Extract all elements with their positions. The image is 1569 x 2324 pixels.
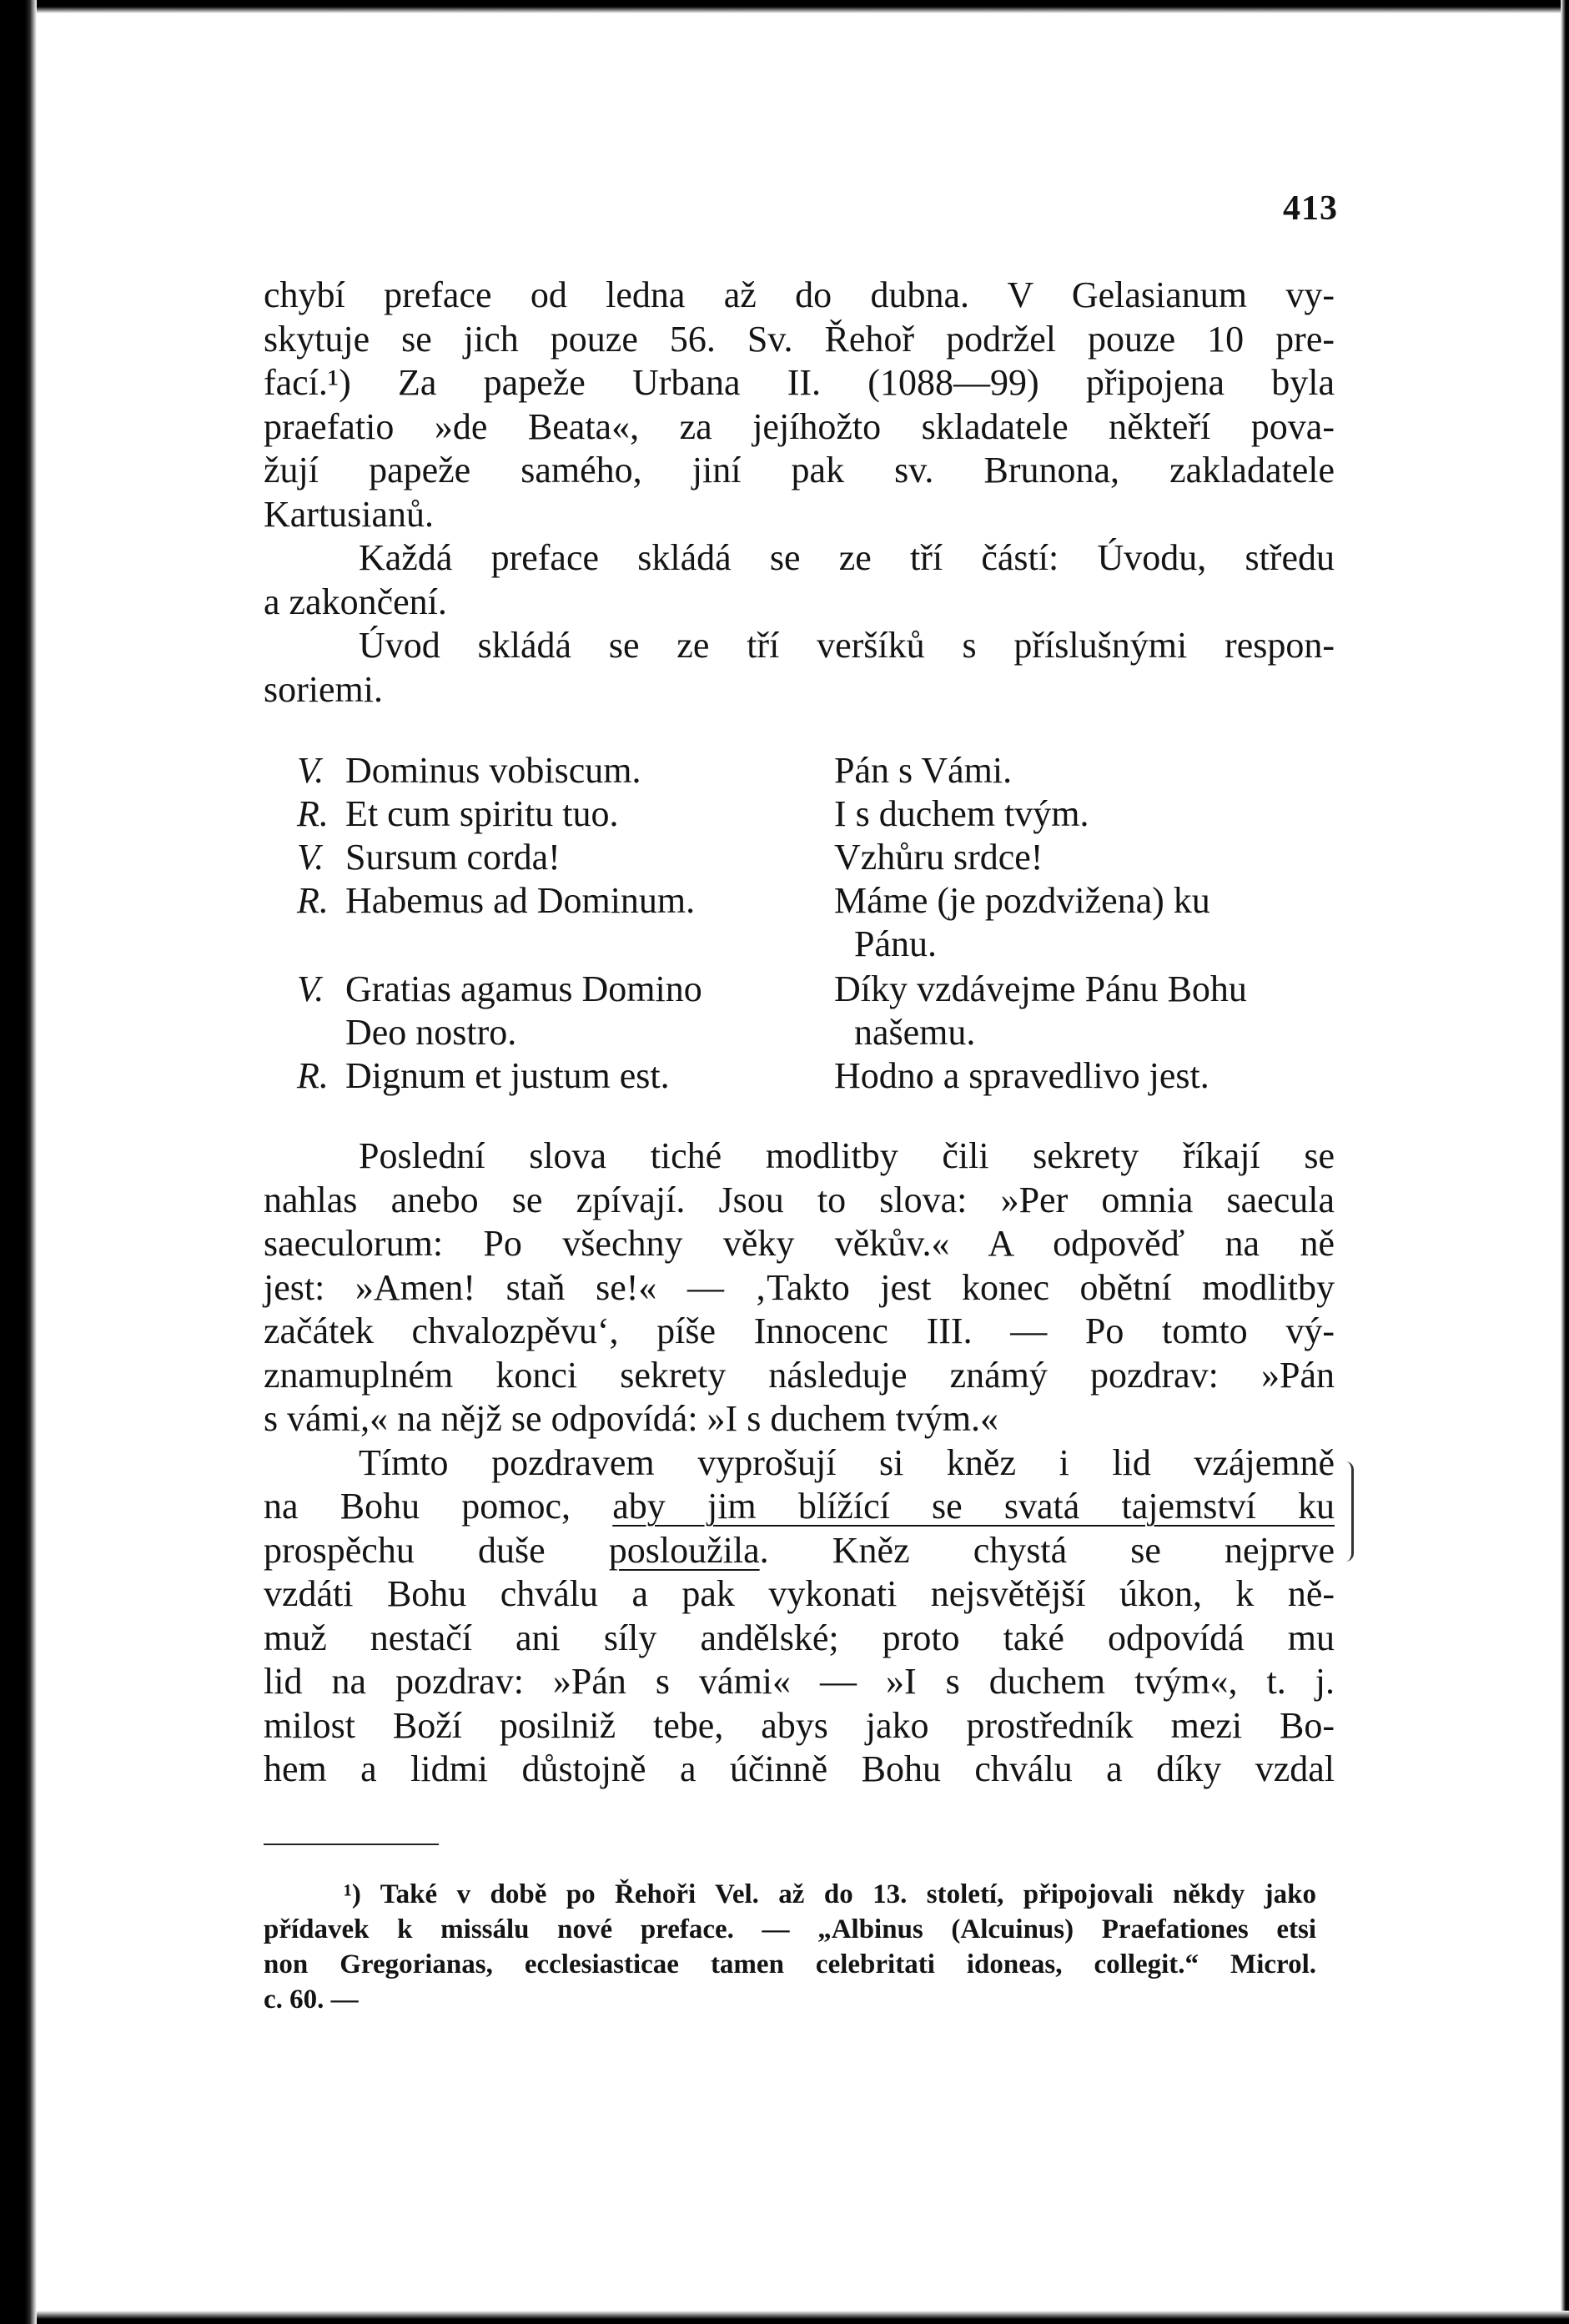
text-line: znamuplném konci sekrety následuje známý pozdrav: »Pán — [264, 1354, 1335, 1396]
text-line: jest: »Amen! staň se!« — ‚Takto jest konec obětní modlitby — [264, 1266, 1335, 1308]
czech-text: Pánu. — [854, 923, 937, 964]
latin-text — [345, 923, 834, 966]
footnote-line: ¹) Také v době po Řehoři Vel. až do 13. století, připojovali někdy jako — [344, 1879, 1316, 1909]
versicle-sign: V. — [297, 968, 324, 1009]
latin-text: Gratias agamus Domino — [345, 968, 702, 1009]
czech-text: Máme (je pozdvižena) ku — [834, 880, 1210, 921]
text-line: hem a lidmi důstojně a účinně Bohu chválu a díky vzdal — [264, 1748, 1335, 1789]
text-segment: . Kněz chystá se nejprve — [759, 1529, 1335, 1571]
text-line: chybí preface od ledna až do dubna. V Gelasianum vy- — [264, 274, 1335, 315]
text-line: vzdáti Bohu chválu a pak vykonati nejsvětější úkon, k ně- — [264, 1573, 1335, 1614]
footnote-line: c. 60. — — [264, 1984, 359, 2015]
responsory-row — [297, 749, 1331, 792]
text-line: Poslední slova tiché modlitby čili sekrety říkají se — [359, 1135, 1335, 1176]
czech-text: našemu. — [854, 1012, 976, 1053]
responsory-row-continuation — [297, 923, 1331, 966]
latin-text: Dignum et justum est. — [345, 1055, 670, 1096]
text-line — [264, 1529, 1335, 1573]
czech-text: I s duchem tvým. — [834, 793, 1089, 834]
czech-text: Pán s Vámi. — [834, 750, 1013, 791]
latin-text: Habemus ad Dominum. — [345, 880, 696, 921]
responsory-table — [297, 749, 1331, 1098]
underlined-text: aby jim blížící se svatá tajemství ku — [612, 1486, 1335, 1527]
page-right-edge — [1561, 0, 1569, 2324]
text-segment: prospěchu duše — [264, 1529, 609, 1571]
latin-text: Dominus vobiscum. — [345, 750, 641, 791]
text-line: praefatio »de Beata«, za jejíhožto skladatele někteří pova- — [264, 405, 1335, 447]
page-number: 413 — [1283, 189, 1338, 228]
response-sign: R. — [297, 880, 329, 921]
czech-text: Vzhůru srdce! — [834, 837, 1043, 878]
text-line: muž nestačí ani síly andělské; proto také odpovídá mu — [264, 1617, 1335, 1658]
latin-text: Sursum corda! — [345, 837, 561, 878]
page-bottom-edge — [37, 2311, 1569, 2324]
text-line: žují papeže samého, jiní pak sv. Brunona, zakladatele — [264, 450, 1335, 490]
book-spine-shadow — [0, 0, 37, 2324]
paragraph-4 — [264, 1134, 1335, 1792]
text-line: nahlas anebo se zpívají. Jsou to slova: »Per omnia saecula — [264, 1179, 1335, 1220]
pencil-margin-mark — [1340, 1461, 1354, 1562]
versicle-sign: V. — [297, 837, 324, 878]
text-line: soriemi. — [264, 668, 383, 710]
text-line — [264, 1485, 1335, 1529]
responsory-row — [297, 792, 1331, 836]
versicle-sign: V. — [297, 750, 324, 791]
paragraph-1 — [264, 274, 1335, 712]
text-line: začátek chvalozpěvu‘, píše Innocenc III. — Po tomto vý- — [264, 1310, 1335, 1351]
page-top-edge — [37, 0, 1569, 13]
text-line: lid na pozdrav: »Pán s vámi« — »I s duchem tvým«, t. j. — [264, 1661, 1335, 1702]
text-line: s vámi,« na nějž se odpovídá: »I s duchem tvým.« — [264, 1398, 999, 1439]
underlined-text: posloužila — [608, 1529, 760, 1571]
footnote — [264, 1877, 1316, 2017]
text-line: Každá preface skládá se ze tří částí: Úvodu, středu — [359, 537, 1335, 578]
text-line: Tímto pozdravem vyprošují si kněz i lid vzájemně — [359, 1441, 1335, 1483]
czech-text: Hodno a spravedlivo jest. — [834, 1055, 1209, 1096]
footnote-line: přídavek k missálu nové preface. — „Albinus (Alcuinus) Praefationes etsi — [264, 1914, 1316, 1944]
text-line: skytuje se jich pouze 56. Sv. Řehoř podržel pouze 10 pre- — [264, 318, 1335, 360]
text-line: Kartusianů. — [264, 493, 435, 535]
text-line: a zakončení. — [264, 581, 447, 622]
latin-text: Et cum spiritu tuo. — [345, 793, 619, 834]
czech-text: Díky vzdávejme Pánu Bohu — [834, 968, 1247, 1009]
responsory-row — [297, 968, 1331, 1011]
response-sign: R. — [297, 1055, 329, 1096]
text-line: milost Boží posilniž tebe, abys jako prostředník mezi Bo- — [264, 1704, 1335, 1746]
footnote-line: non Gregorianas, ecclesiasticae tamen celebritati idoneas, collegit.“ Microl. — [264, 1949, 1316, 1979]
latin-text: Deo nostro. — [345, 1012, 517, 1053]
responsory-row — [297, 879, 1331, 923]
spacer — [297, 923, 345, 966]
text-line: saeculorum: Po všechny věky věkův.« A odpověď na ně — [264, 1223, 1335, 1264]
responsory-row — [297, 1054, 1331, 1098]
footnote-divider — [264, 1844, 439, 1845]
text-segment: na Bohu pomoc, — [264, 1486, 613, 1527]
responsory-row-continuation — [297, 1011, 1331, 1054]
response-sign: R. — [297, 793, 329, 834]
text-line: fací.¹) Za papeže Urbana II. (1088—99) připojena byla — [264, 362, 1335, 403]
text-line: Úvod skládá se ze tří veršíků s příslušnými respon- — [359, 625, 1335, 666]
spacer — [297, 1011, 345, 1054]
responsory-row — [297, 836, 1331, 879]
